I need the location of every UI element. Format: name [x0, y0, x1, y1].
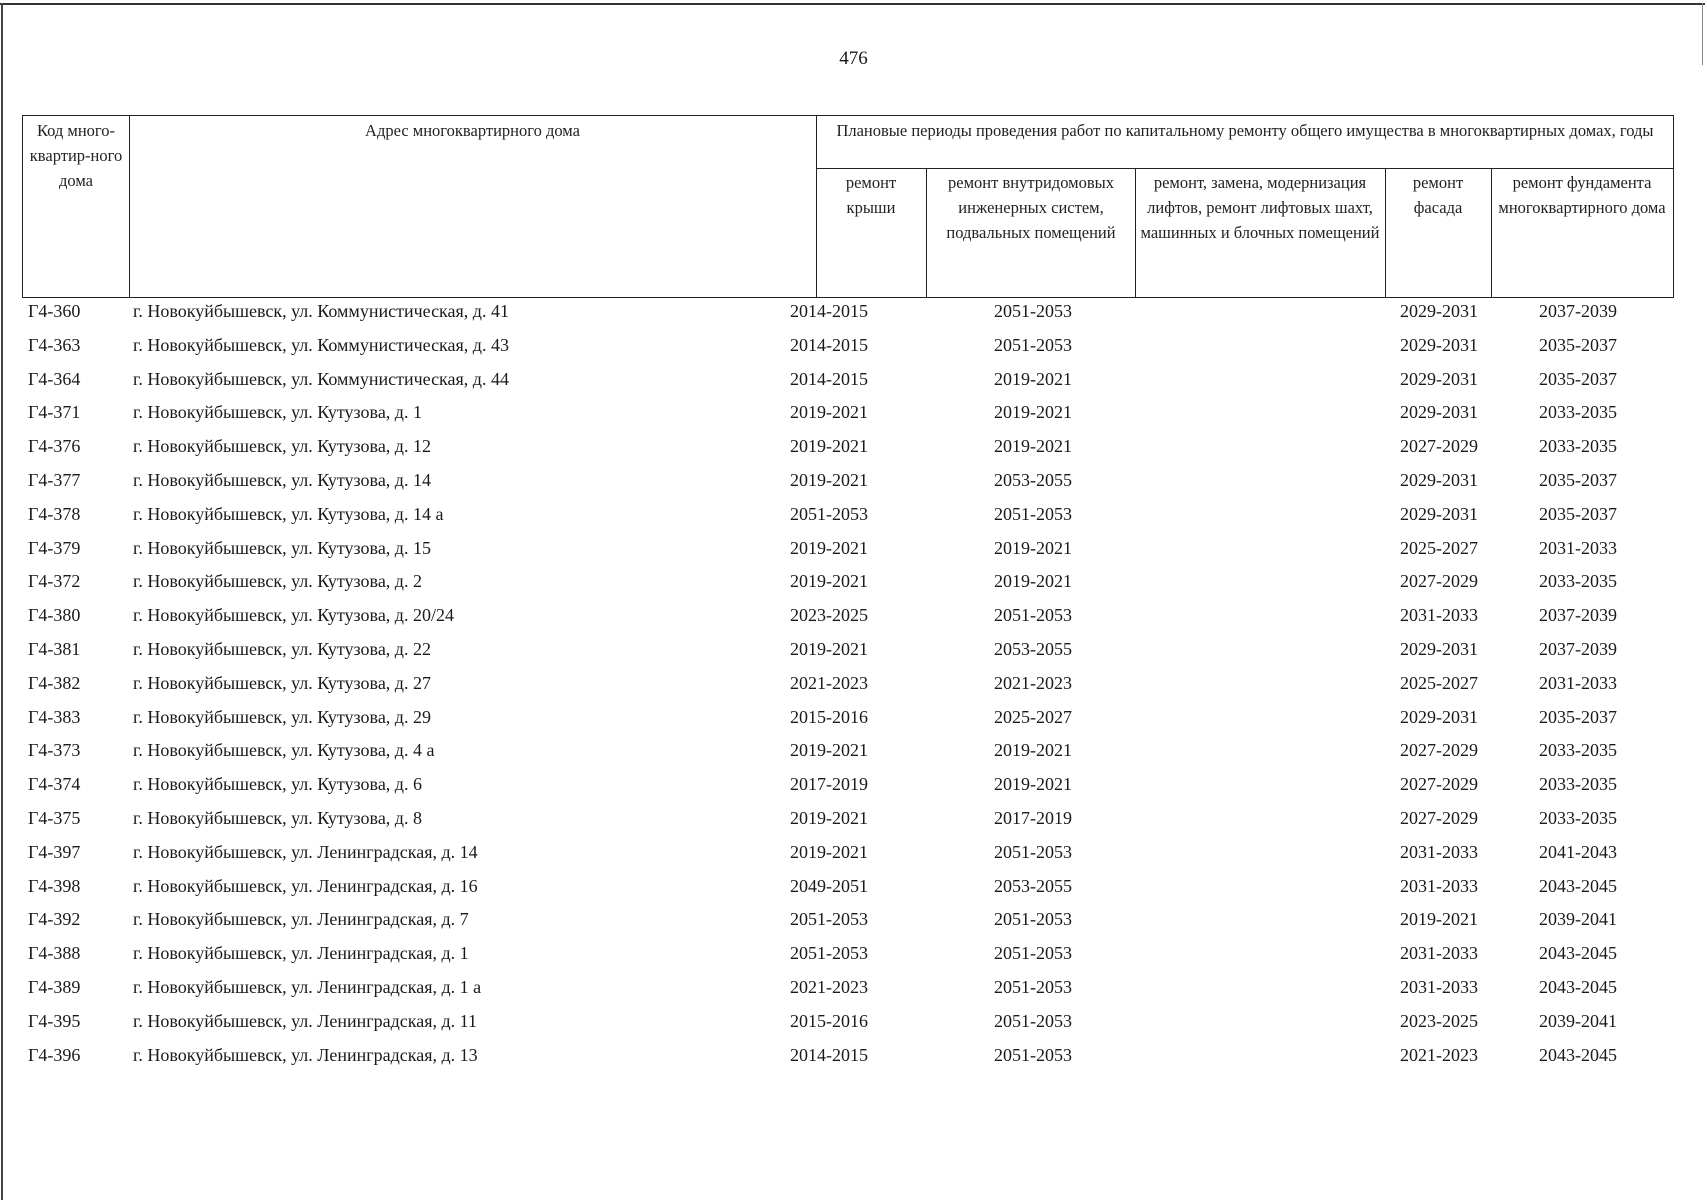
- row-foundation-text: 2039-2041: [1539, 1010, 1617, 1031]
- row-roof-text: 2019-2021: [790, 436, 868, 457]
- row-code: Г4-389: [28, 977, 81, 997]
- row-engineering-text: 2019-2021: [994, 740, 1072, 761]
- row-address: г. Новокуйбышевск, ул. Ленинградская, д. 1: [133, 943, 469, 964]
- row-engineering-text: 2051-2053: [994, 1044, 1072, 1065]
- row-code: Г4-372: [28, 571, 81, 592]
- row-facade-text: 2031-2033: [1400, 875, 1478, 896]
- row-address: г. Новокуйбышевск, ул. Ленинградская, д. 16: [133, 875, 478, 896]
- row-facade-text: 2029-2031: [1400, 706, 1478, 727]
- row-foundation-text: 2033-2035: [1539, 808, 1617, 828]
- row-address: г. Новокуйбышевск, ул. Кутузова, д. 20/24: [133, 605, 454, 626]
- row-roof-text: 2015-2016: [790, 1010, 868, 1031]
- header-divider: [816, 116, 817, 297]
- row-address: г. Новокуйбышевск, ул. Кутузова, д. 14: [133, 470, 431, 490]
- table-row: [22, 602, 1674, 636]
- row-address: г. Новокуйбышевск, ул. Кутузова, д. 6: [133, 774, 422, 795]
- row-code: Г4-380: [28, 605, 81, 626]
- table-row: [22, 873, 1674, 907]
- row-address: г. Новокуйбышевск, ул. Кутузова, д. 4 а: [133, 740, 435, 761]
- row-code: Г4-388: [28, 943, 81, 964]
- row-code: Г4-382: [28, 672, 81, 693]
- row-address: г. Новокуйбышевск, ул. Кутузова, д. 14 а: [133, 503, 444, 524]
- row-foundation-text: 2037-2039: [1539, 605, 1617, 626]
- row-roof-text: 2051-2053: [790, 943, 868, 964]
- row-facade-text: 2031-2033: [1400, 841, 1478, 862]
- row-roof-text: 2021-2023: [790, 977, 868, 997]
- row-roof-text: 2019-2021: [790, 808, 868, 828]
- table-row: [22, 332, 1674, 366]
- row-facade-text: 2029-2031: [1400, 503, 1478, 524]
- row-address: г. Новокуйбышевск, ул. Ленинградская, д. 13: [133, 1044, 478, 1065]
- row-address: г. Новокуйбышевск, ул. Ленинградская, д. 7: [133, 909, 469, 930]
- row-code: Г4-398: [28, 875, 81, 896]
- table-row: [22, 501, 1674, 535]
- row-foundation-text: 2035-2037: [1539, 706, 1617, 727]
- row-facade-text: 2019-2021: [1400, 909, 1478, 930]
- row-foundation-text: 2043-2045: [1539, 977, 1617, 997]
- row-address: г. Новокуйбышевск, ул. Коммунистическая, д. 41: [133, 301, 509, 321]
- row-roof-text: 2023-2025: [790, 605, 868, 626]
- row-engineering-text: 2019-2021: [994, 402, 1072, 423]
- row-foundation-text: 2043-2045: [1539, 1044, 1617, 1065]
- row-engineering-text: 2021-2023: [994, 672, 1072, 693]
- row-roof-text: 2019-2021: [790, 470, 868, 490]
- row-engineering-text: 2051-2053: [994, 1010, 1072, 1031]
- table-row: [22, 805, 1674, 839]
- row-roof-text: 2019-2021: [790, 639, 868, 659]
- row-facade-text: 2025-2027: [1400, 672, 1478, 693]
- row-address: г. Новокуйбышевск, ул. Кутузова, д. 12: [133, 436, 431, 457]
- row-foundation-text: 2037-2039: [1539, 301, 1617, 321]
- header-roof: ремонт крыши: [845, 173, 897, 217]
- row-address: г. Новокуйбышевск, ул. Коммунистическая, д. 43: [133, 334, 509, 355]
- row-engineering-text: 2051-2053: [994, 841, 1072, 862]
- row-foundation-text: 2039-2041: [1539, 909, 1617, 930]
- row-engineering-text: 2051-2053: [994, 503, 1072, 524]
- header-lifts: ремонт, замена, модернизация лифтов, ремонт лифтовых шахт, машинных и блочных помещений: [1140, 173, 1380, 242]
- row-facade-text: 2021-2023: [1400, 1044, 1478, 1065]
- row-foundation-text: 2035-2037: [1539, 368, 1617, 389]
- table-row: [22, 366, 1674, 400]
- row-code: Г4-378: [28, 503, 81, 524]
- row-roof-text: 2019-2021: [790, 402, 868, 423]
- row-foundation-text: 2033-2035: [1539, 571, 1617, 592]
- row-facade-text: 2027-2029: [1400, 436, 1478, 457]
- row-code: Г4-375: [28, 808, 81, 828]
- row-roof-text: 2049-2051: [790, 875, 868, 896]
- row-roof-text: 2019-2021: [790, 571, 868, 592]
- row-engineering-text: 2051-2053: [994, 909, 1072, 930]
- header-planned-periods: Плановые периоды проведения работ по капитальному ремонту общего имущества в многоквартирных домах, годы: [836, 121, 1654, 140]
- table-row: [22, 298, 1674, 332]
- row-engineering-text: 2051-2053: [994, 977, 1072, 997]
- page-number: 476: [839, 48, 868, 69]
- row-foundation-text: 2035-2037: [1539, 334, 1617, 355]
- row-facade-text: 2025-2027: [1400, 537, 1478, 558]
- table-row: [22, 771, 1674, 805]
- row-roof-text: 2019-2021: [790, 841, 868, 862]
- row-engineering-text: 2025-2027: [994, 706, 1072, 727]
- row-address: г. Новокуйбышевск, ул. Кутузова, д. 22: [133, 639, 431, 659]
- row-code: Г4-360: [28, 301, 81, 321]
- row-code: Г4-363: [28, 334, 81, 355]
- header-divider: [816, 168, 1673, 169]
- row-address: г. Новокуйбышевск, ул. Кутузова, д. 27: [133, 672, 431, 693]
- row-code: Г4-392: [28, 909, 81, 930]
- row-roof-text: 2017-2019: [790, 774, 868, 795]
- row-code: Г4-374: [28, 774, 81, 795]
- row-foundation-text: 2031-2033: [1539, 537, 1617, 558]
- row-foundation-text: 2033-2035: [1539, 436, 1617, 457]
- table-row: [22, 467, 1674, 501]
- row-facade-text: 2023-2025: [1400, 1010, 1478, 1031]
- page-top-border: [0, 3, 1705, 5]
- row-facade-text: 2029-2031: [1400, 368, 1478, 389]
- row-engineering-text: 2053-2055: [994, 470, 1072, 490]
- row-code: Г4-381: [28, 639, 81, 659]
- row-code: Г4-364: [28, 368, 81, 389]
- row-foundation-text: 2033-2035: [1539, 774, 1617, 795]
- row-facade-text: 2027-2029: [1400, 571, 1478, 592]
- row-roof-text: 2014-2015: [790, 368, 868, 389]
- row-code: Г4-376: [28, 436, 81, 457]
- table-row: [22, 399, 1674, 433]
- row-facade-text: 2027-2029: [1400, 740, 1478, 761]
- table-row: [22, 737, 1674, 771]
- row-foundation-text: 2035-2037: [1539, 503, 1617, 524]
- row-engineering-text: 2051-2053: [994, 301, 1072, 321]
- header-facade: ремонт фасада: [1412, 173, 1464, 217]
- row-engineering-text: 2051-2053: [994, 334, 1072, 355]
- row-address: г. Новокуйбышевск, ул. Ленинградская, д. 14: [133, 841, 478, 862]
- header-divider: [1135, 168, 1136, 297]
- header-divider: [129, 116, 130, 297]
- row-foundation-text: 2037-2039: [1539, 639, 1617, 659]
- header-divider: [1491, 168, 1492, 297]
- row-facade-text: 2031-2033: [1400, 943, 1478, 964]
- row-address: г. Новокуйбышевск, ул. Кутузова, д. 2: [133, 571, 422, 592]
- row-roof-text: 2014-2015: [790, 301, 868, 321]
- row-roof-text: 2051-2053: [790, 909, 868, 930]
- header-divider: [1385, 168, 1386, 297]
- row-engineering-text: 2017-2019: [994, 808, 1072, 828]
- row-engineering-text: 2051-2053: [994, 605, 1072, 626]
- row-address: г. Новокуйбышевск, ул. Коммунистическая, д. 44: [133, 368, 509, 389]
- row-facade-text: 2031-2033: [1400, 977, 1478, 997]
- header-address: Адрес многоквартирного дома: [365, 121, 580, 140]
- row-code: Г4-371: [28, 402, 81, 423]
- row-facade-text: 2029-2031: [1400, 470, 1478, 490]
- header-divider: [926, 168, 927, 297]
- table-header: [22, 115, 1674, 298]
- row-facade-text: 2029-2031: [1400, 639, 1478, 659]
- table-row: [22, 670, 1674, 704]
- page-left-border: [1, 3, 3, 1200]
- row-code: Г4-395: [28, 1010, 81, 1031]
- row-foundation-text: 2035-2037: [1539, 470, 1617, 490]
- table-row: [22, 535, 1674, 569]
- table-row: [22, 906, 1674, 940]
- row-address: г. Новокуйбышевск, ул. Ленинградская, д. 1 а: [133, 977, 482, 997]
- table-row: [22, 974, 1674, 1008]
- row-engineering-text: 2019-2021: [994, 537, 1072, 558]
- row-code: Г4-396: [28, 1044, 81, 1065]
- row-engineering-text: 2051-2053: [994, 943, 1072, 964]
- row-foundation-text: 2043-2045: [1539, 943, 1617, 964]
- row-facade-text: 2027-2029: [1400, 774, 1478, 795]
- row-engineering-text: 2053-2055: [994, 875, 1072, 896]
- table-row: [22, 839, 1674, 873]
- header-code: Код много-квартир-ного дома: [29, 121, 123, 190]
- row-address: г. Новокуйбышевск, ул. Кутузова, д. 1: [133, 402, 422, 423]
- table-row: [22, 433, 1674, 467]
- row-foundation-text: 2033-2035: [1539, 402, 1617, 423]
- row-engineering-text: 2019-2021: [994, 571, 1072, 592]
- row-foundation-text: 2043-2045: [1539, 875, 1617, 896]
- row-roof-text: 2014-2015: [790, 334, 868, 355]
- header-foundation: ремонт фундамента многоквартирного дома: [1498, 173, 1666, 217]
- row-facade-text: 2027-2029: [1400, 808, 1478, 828]
- row-roof-text: 2019-2021: [790, 740, 868, 761]
- table-row: [22, 1042, 1674, 1076]
- row-foundation-text: 2031-2033: [1539, 672, 1617, 693]
- row-foundation-text: 2033-2035: [1539, 740, 1617, 761]
- table-row: [22, 704, 1674, 738]
- row-roof-text: 2015-2016: [790, 706, 868, 727]
- row-facade-text: 2029-2031: [1400, 402, 1478, 423]
- row-roof-text: 2014-2015: [790, 1044, 868, 1065]
- row-address: г. Новокуйбышевск, ул. Ленинградская, д. 11: [133, 1010, 477, 1031]
- row-engineering-text: 2019-2021: [994, 368, 1072, 389]
- row-engineering-text: 2019-2021: [994, 436, 1072, 457]
- row-foundation-text: 2041-2043: [1539, 841, 1617, 862]
- row-address: г. Новокуйбышевск, ул. Кутузова, д. 29: [133, 706, 431, 727]
- table-row: [22, 636, 1674, 670]
- row-address: г. Новокуйбышевск, ул. Кутузова, д. 15: [133, 537, 431, 558]
- row-roof-text: 2021-2023: [790, 672, 868, 693]
- row-facade-text: 2031-2033: [1400, 605, 1478, 626]
- table-row: [22, 940, 1674, 974]
- row-roof-text: 2019-2021: [790, 537, 868, 558]
- row-code: Г4-377: [28, 470, 81, 490]
- table-row: [22, 568, 1674, 602]
- row-code: Г4-383: [28, 706, 81, 727]
- row-facade-text: 2029-2031: [1400, 334, 1478, 355]
- row-code: Г4-397: [28, 841, 81, 862]
- row-engineering-text: 2019-2021: [994, 774, 1072, 795]
- row-code: Г4-379: [28, 537, 81, 558]
- row-code: Г4-373: [28, 740, 81, 761]
- header-engineering: ремонт внутридомовых инженерных систем, подвальных помещений: [946, 173, 1116, 242]
- table-row: [22, 1008, 1674, 1042]
- row-facade-text: 2029-2031: [1400, 301, 1478, 321]
- row-engineering-text: 2053-2055: [994, 639, 1072, 659]
- row-address: г. Новокуйбышевск, ул. Кутузова, д. 8: [133, 808, 422, 828]
- row-roof-text: 2051-2053: [790, 503, 868, 524]
